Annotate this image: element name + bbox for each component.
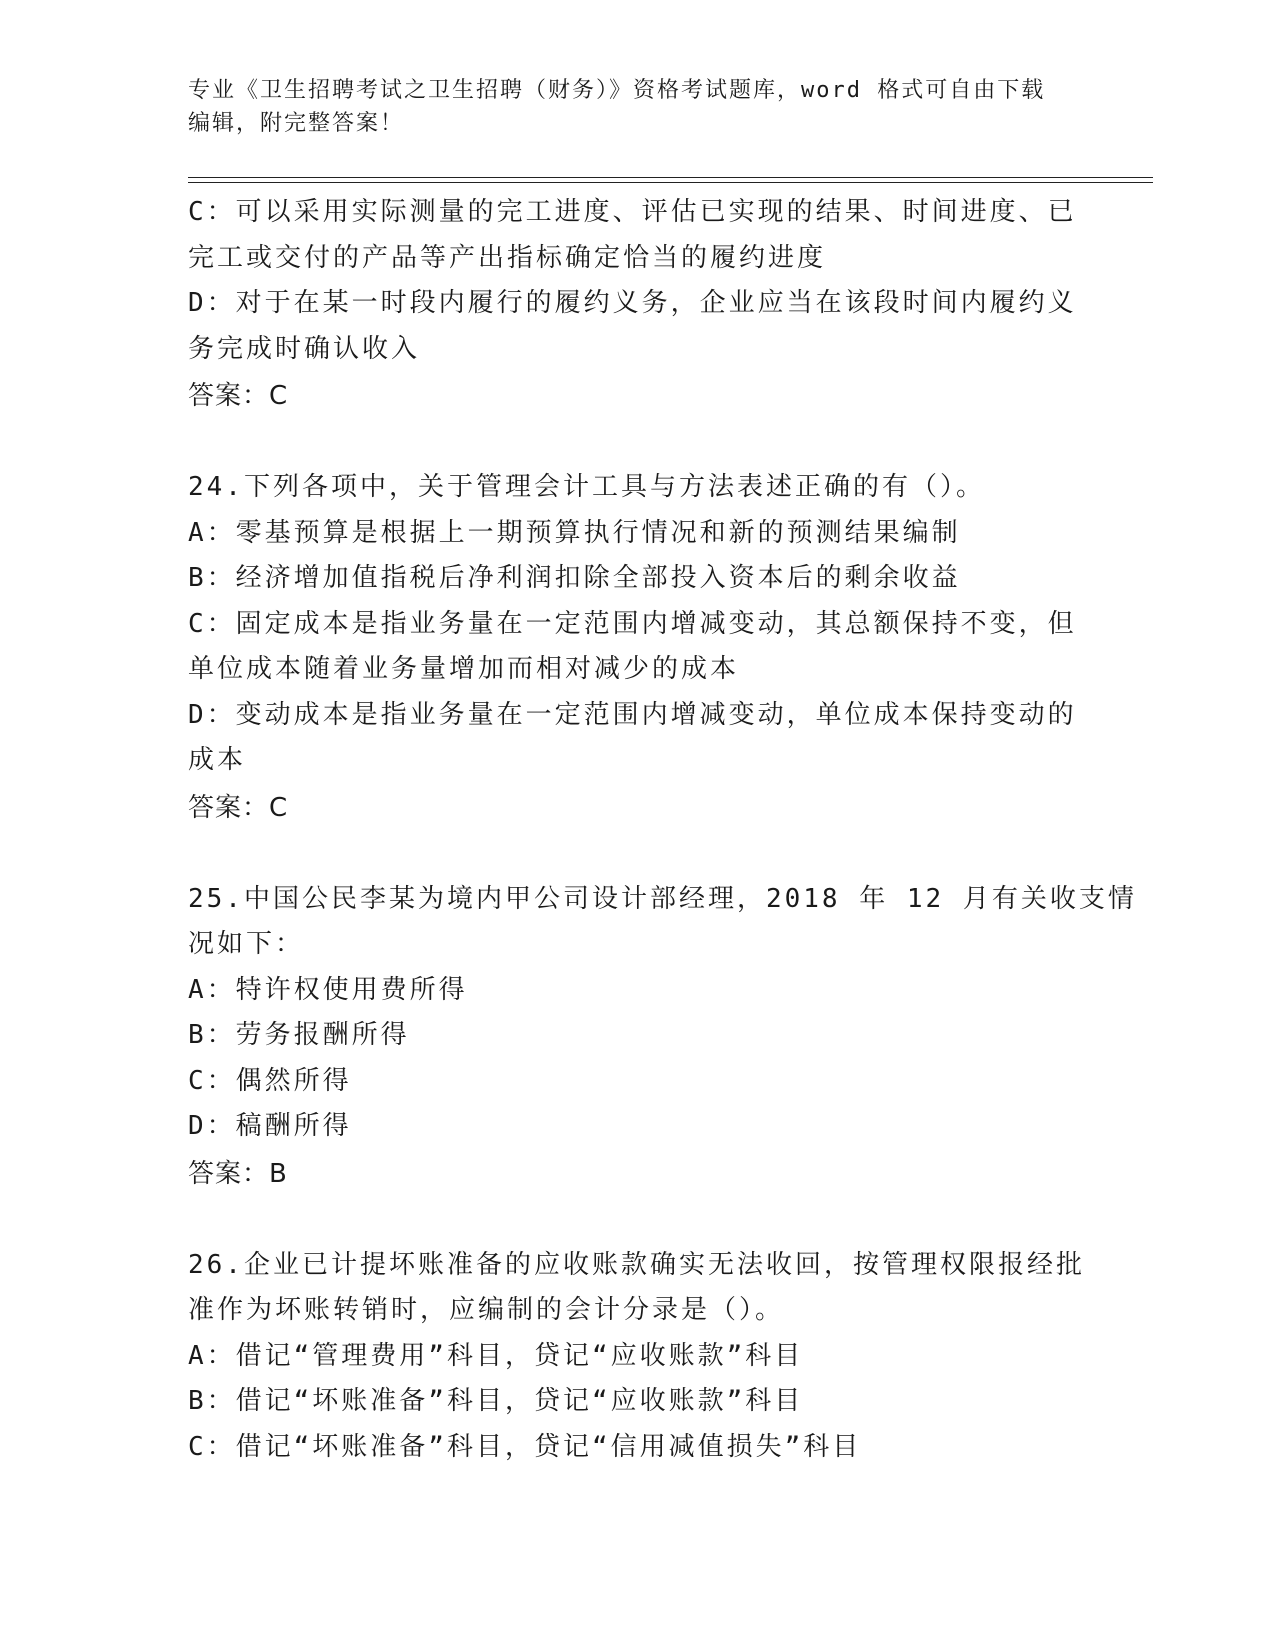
header-rule-top (188, 177, 1153, 178)
question-line: A：零基预算是根据上一期预算执行情况和新的预测结果编制 (188, 517, 961, 548)
answer-line: 答案：B (188, 1158, 288, 1189)
block-spacer (188, 831, 1078, 877)
question-line: 25.中国公民李某为境内甲公司设计部经理，2018 年 12 月有关收支情 (188, 883, 1137, 914)
question-line: C：可以采用实际测量的完工进度、评估已实现的结果、时间进度、已 (188, 197, 1077, 227)
question-line: 准作为坏账转销时，应编制的会计分录是（）。 (188, 1295, 785, 1325)
question-line: 况如下： (188, 929, 305, 959)
question-line: A：借记“管理费用”科目，贷记“应收账款”科目 (188, 1340, 804, 1371)
header-rule-bottom (188, 182, 1153, 183)
question-list (188, 190, 1137, 1470)
question-line: 26.企业已计提坏账准备的应收账款确实无法收回，按管理权限报经批 (188, 1249, 1085, 1280)
question-line: D：对于在某一时段内履行的履约义务，企业应当在该段时间内履约义 (188, 288, 1077, 318)
question-line: C：偶然所得 (188, 1065, 352, 1096)
question-line: 完工或交付的产品等产出指标确定恰当的履约进度 (188, 242, 827, 273)
question-line: D：变动成本是指业务量在一定范围内增减变动，单位成本保持变动的 (188, 699, 1077, 730)
question-line: 成本 (188, 745, 247, 775)
answer-line: 答案：C (188, 792, 289, 823)
question-line: A：特许权使用费所得 (188, 974, 468, 1005)
block-spacer (188, 420, 1078, 466)
block-spacer (188, 1197, 1078, 1243)
question-line: B：经济增加值指税后净利润扣除全部投入资本后的剩余收益 (188, 563, 961, 593)
page-header: 专业《卫生招聘考试之卫生招聘（财务）》资格考试题库，word 格式可自由下载 编辑，附完整答案！ (188, 78, 1046, 136)
question-line: 24.下列各项中，关于管理会计工具与方法表述正确的有（）。 (188, 472, 985, 502)
question-line: B：劳务报酬所得 (188, 1020, 410, 1050)
question-line: C：固定成本是指业务量在一定范围内增减变动，其总额保持不变，但 (188, 608, 1077, 639)
answer-line: 答案：C (188, 381, 289, 411)
question-block (188, 877, 1137, 1198)
question-line: 单位成本随着业务量增加而相对减少的成本 (188, 654, 740, 684)
question-line: D：稿酬所得 (188, 1111, 352, 1141)
question-block (188, 190, 1078, 420)
question-line: 务完成时确认收入 (188, 333, 421, 364)
question-line: C：借记“坏账准备”科目，贷记“信用减值损失”科目 (188, 1431, 862, 1462)
question-line: B：借记“坏账准备”科目，贷记“应收账款”科目 (188, 1386, 804, 1416)
question-block (188, 1243, 1085, 1471)
question-block (188, 465, 1078, 831)
